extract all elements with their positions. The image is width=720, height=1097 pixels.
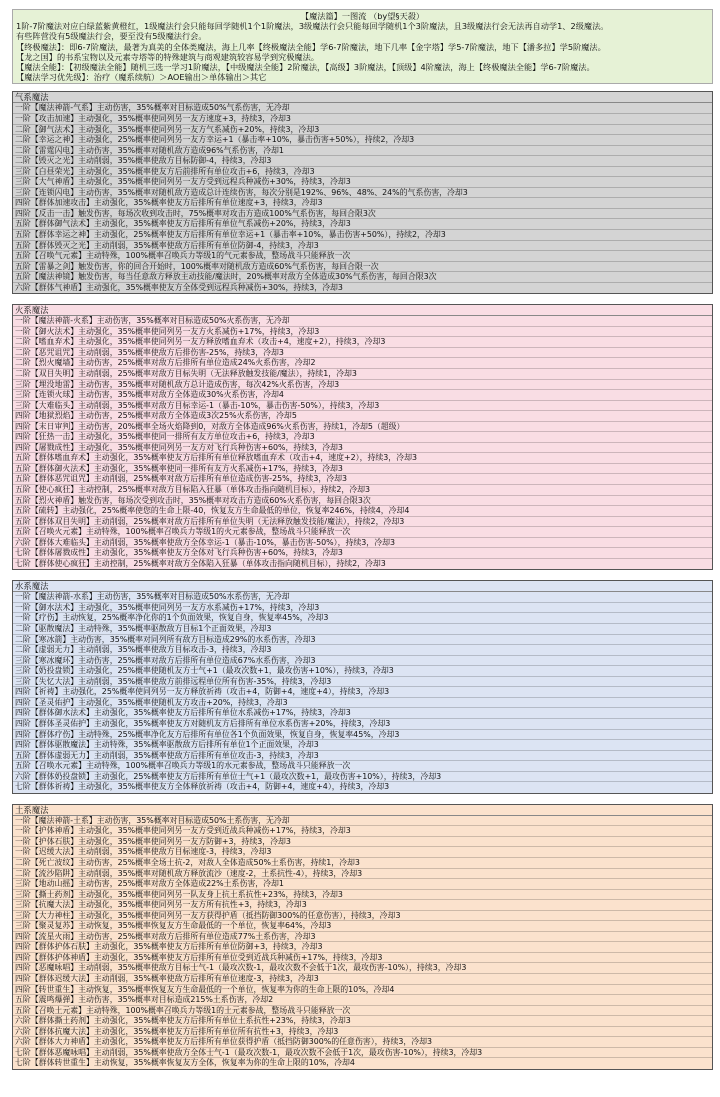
spell-row: 一阶【御水法术】主动强化，35%概率使同列另一友方水系减伤+17%，持续3，冷却3 — [13, 603, 712, 614]
spell-row: 五阶【烈火神盾】触发伤害，每场次受到攻击时，35%概率对攻击方造成60%火系伤害，每回合限3次 — [13, 496, 712, 507]
spell-list — [13, 592, 712, 792]
spell-row: 四阶【群体加速攻击】主动强化，35%概率使友方后排所有单位速度+3，持续3，冷却3 — [13, 198, 712, 209]
spell-row: 五阶【召唤气元素】主动特殊，100%概率召唤兵力等级1的气元素参战，整场战斗只能释放一次 — [13, 251, 712, 262]
spell-row: 四阶【群体护体神盾】主动强化，35%概率使友方后排所有单位受到近战兵种减伤+17%，持续3，冷却3 — [13, 953, 712, 964]
spell-row: 四阶【群体疗伤】主动特殊，25%概率净化友方后排所有单位各1个负面效果，恢复自身，恢复率45%，冷却3 — [13, 730, 712, 741]
section-water-magic — [12, 580, 713, 793]
spell-row: 一阶【疗伤】主动恢复，25%概率净化你的1个负面效果，恢复自身，恢复率45%，冷却3 — [13, 613, 712, 624]
spell-row: 五阶【雷暴之剑】触发伤害，你的回合开始时，100%概率对随机敌方造成60%气系伤害，每回合限一次 — [13, 262, 712, 273]
spell-row: 二阶【烈火魔墙】主动伤害，25%概率对敌方后排所有单位造成24%火系伤害，冷却2 — [13, 358, 712, 369]
spell-row: 六阶【群体大难临头】主动削弱，35%概率使敌方全体幸运-1（暴击-10%，暴击伤害-50%），持续3，冷却3 — [13, 538, 712, 549]
header-line: 1阶-7阶魔法对应白绿蓝紫黄橙红，1级魔法行会只能每回学随机1个1阶魔法，3级魔法行会只能每回学随机1个3阶魔法，且3级魔法行会无法再自动学1、2级魔法。 — [16, 21, 609, 32]
spell-row: 三阶【连锁闪电】主动伤害，35%概率对随机敌方造成总计连续伤害，每次分别是192%、96%、48%、24%的气系伤害，冷却3 — [13, 188, 712, 199]
spell-row: 一阶【护体石肤】主动强化，35%概率使同列另一友方防御+3，持续3，冷却3 — [13, 837, 712, 848]
spell-row: 七阶【群体使心疯狂】主动控制，25%概率对敌方全体陷入狂暴（单体攻击指向随机目标），持续2，冷却3 — [15, 558, 386, 568]
spell-row: 二阶【流沙陷阱】主动削弱，35%概率对随机敌方释放流沙（速度-2，土系抗性-4），持续3，冷却3 — [13, 869, 712, 880]
spell-row: 四阶【群体御水法术】主动强化，35%概率使友方后排所有单位水系减伤+17%，持续3，冷却3 — [13, 708, 712, 719]
spell-row: 三阶【撕土药剂】主动强化，35%概率使同列另一队友身上抗土系抗性+23%，持续3，冷却3 — [13, 890, 712, 901]
header-line: 【终极魔法】：即6-7阶魔法，最著为真美的全体类魔法，海上几率【终极魔法全能】学6-7阶魔法，地下几率【金字塔】学5-7阶魔法，地下【潘多拉】学5阶魔法。 — [16, 41, 606, 52]
spell-row: 五阶【召唤火元素】主动特殊，100%概率召唤兵力等级1的火元素参战，整场战斗只能释放一次 — [13, 527, 712, 538]
header-line: 有些阵营没有5级魔法行会，要至没有5级魔法行会。 — [16, 31, 207, 42]
spell-row: 二阶【虚弱无力】主动削弱，35%概率使敌方目标攻击-3，持续3，冷却3 — [13, 645, 712, 656]
spell-row: 一阶【护体神盾】主动强化，35%概率使同列另一友方受到近战兵种减伤+17%，持续3，冷却3 — [13, 826, 712, 837]
spell-row: 五阶【群体御火法术】主动强化，35%概率使同一排所有友方火系减伤+17%，持续3，冷却3 — [13, 464, 712, 475]
spell-row: 四阶【群体护体石肤】主动强化，35%概率使友方后排所有单位防御+3，持续3，冷却3 — [13, 942, 712, 953]
spell-row: 一阶【魔法神箭-水系】主动伤害，35%概率对目标造成50%水系伤害，无冷却 — [13, 592, 712, 603]
section-earth-magic — [12, 804, 713, 1070]
header-line: 【魔法学习优先级】：治疗（魔系续航）＞AOE输出＞单体输出＞其它 — [16, 72, 267, 83]
spell-row: 五阶【群体双目失明】主动削弱，25%概率对敌方后排所有单位失明（无法释放触发技能/魔法），持续2，冷却3 — [13, 517, 712, 528]
spell-row: 二阶【嗜血弃术】主动强化，35%概率使同列另一友方释放嗜血弃术（攻击+4，速度+2），持续3，冷却3 — [13, 337, 712, 348]
spell-row: 五阶【硫转】主动强化，25%概率使您的生命上限-40，恢复友方生命最低的单位，恢复率246%，持续4，冷却4 — [13, 506, 712, 517]
section-title: 水系魔法 — [13, 581, 712, 592]
spell-row: 三阶【失忆大法】主动削弱，35%概率使敌方前排远程单位所有伤害-35%，持续3，冷却3 — [13, 677, 712, 688]
spell-row: 二阶【幸运之神】主动强化，25%概率使同列另一友方幸运+1（暴击率+10%，暴击伤害+50%），持续2，冷却3 — [13, 135, 712, 146]
spell-row: 三阶【白昼荣光】主动强化，35%概率使友方后前排所有单位攻击+6，持续3，冷却3 — [13, 167, 712, 178]
spell-row: 七阶【群体屠戮成性】主动强化，35%概率使友方全体对飞行兵种伤害+60%，持续3，冷却3 — [13, 548, 712, 559]
spell-list — [13, 103, 712, 293]
spell-row: 三阶【聚灵复苏】主动恢复，35%概率恢复友方生命最低的一个单位，恢复率64%，冷却3 — [13, 921, 712, 932]
spell-row: 三阶【寒冰魔环】主动伤害，25%概率对敌方后排所有单位造成67%水系伤害，冷却3 — [13, 656, 712, 667]
spell-row: 四阶【反击一击】触发伤害，每场次收到攻击时，75%概率对攻击方造成100%气系伤害，每回合限3次 — [13, 209, 712, 220]
spell-row: 五阶【群体毁灭之光】主动削弱，35%概率使敌方后排所有单位防御-4，持续3，冷却3 — [13, 241, 712, 252]
spell-row: 二阶【驱散魔法】主动特殊，35%概率驱散敌方目标1个正面效果，冷却3 — [13, 624, 712, 635]
spell-row: 四阶【屠戮成性】主动强化，35%概率使同列另一友方对飞行兵种伤害+60%，持续3，冷却3 — [13, 443, 712, 454]
spell-row: 三阶【地动山摇】主动伤害，25%概率对敌方全体造成22%土系伤害，冷却1 — [13, 879, 712, 890]
spell-row: 五阶【震鸣爆弹】主动伤害，35%概率对目标造成215%土系伤害，冷却2 — [13, 995, 712, 1006]
spell-row: 五阶【群体恶咒诅咒】主动削弱，25%概率对敌方后排所有单位造成伤害-25%，持续3，冷却3 — [13, 474, 712, 485]
spell-row: 三阶【奶投盘锁】主动强化，25%概率使随机友方士气+1（最攻次数+1，最攻伤害+10%），持续3，冷却3 — [13, 666, 712, 677]
spell-row: 三阶【抗魔大法】主动强化，35%概率使同列另一友方所有抗性+3，持续3，冷却3 — [13, 900, 712, 911]
spell-row: 二阶【恶咒诅咒】主动削弱，35%概率使敌方后排伤害-25%，持续3，冷却3 — [13, 348, 712, 359]
section-air-magic — [12, 91, 713, 294]
section-title: 火系魔法 — [13, 305, 712, 316]
spell-row: 五阶【群体嗜血弃术】主动强化，35%概率使友方后排所有单位释放嗜血弃术（攻击+4，速度+2），持续3，冷却3 — [13, 453, 712, 464]
spell-row: 一阶【御火法术】主动强化，35%概率使同列另一友方火系减伤+17%，持续3，冷却3 — [13, 327, 712, 338]
spell-row: 四阶【末日审判】主动伤害，20%概率全场火焰降到0，对敌方全体造成96%火系伤害，持续1，冷却5（超级） — [13, 422, 712, 433]
header-box — [12, 9, 713, 84]
section-fire-magic — [12, 304, 713, 570]
spell-row: 七阶【群体恶魔咏唱】主动削弱，35%概率使敌方全体士气-1（最攻次数-1，最攻次数不会低于1次，最攻伤害-10%），持续3，冷却3 — [13, 1048, 712, 1059]
spell-row: 七阶【群体转世重生】主动恢复，35%概率恢复友方全体，恢复率为你的生命上限的10%，冷却4 — [15, 1058, 355, 1068]
spell-row: 二阶【毁灭之光】主动削弱，35%概率使敌方目标防御-4，持续3，冷却3 — [13, 156, 712, 167]
spell-row: 二阶【死亡波纹】主动伤害，25%概率全场土抗-2，对敌人全体造成50%土系伤害，持续1，冷却3 — [13, 858, 712, 869]
spell-row: 三阶【大气神盾】主动强化，35%概率使同列另一友方受到远程兵种减伤+30%，持续3，冷却3 — [13, 177, 712, 188]
spell-row: 三阶【埋没地雷】主动伤害，35%概率对随机敌方总计造成伤害，每次42%火系伤害，冷却3 — [13, 380, 712, 391]
spell-row: 二阶【寒冰箭】主动伤害，35%概率对同列所有敌方目标造成29%的水系伤害，冷却3 — [13, 635, 712, 646]
spell-row: 四阶【群体圣灵佑护】主动强化，35%概率使友方对随机友方后排所有单位水系伤害+20%，持续3，冷却3 — [13, 719, 712, 730]
spell-row: 一阶【魔法神箭-火系】主动伤害，35%概率对目标造成50%火系伤害，无冷却 — [13, 316, 712, 327]
spell-row: 一阶【迟缓大法】主动削弱，35%概率使敌方目标速度-3，持续3，冷却3 — [13, 847, 712, 858]
spell-row: 五阶【群体御气法术】主动强化，35%概率使友方后排所有单位气系减伤+20%，持续3，冷却3 — [13, 219, 712, 230]
spell-row: 三阶【大难临头】主动削弱，35%概率对敌方目标幸运-1（暴击-10%，暴击伤害-50%），持续3，冷却3 — [13, 401, 712, 412]
spell-row: 五阶【群体幸运之神】主动强化，25%概率使友方后排所有单位幸运+1（暴击率+10%，暴击伤害+50%），持续2，冷却3 — [13, 230, 712, 241]
spell-row: 一阶【魔法神箭-气系】主动伤害，35%概率对目标造成50%气系伤害，无冷却 — [13, 103, 712, 114]
spell-row: 七阶【群体祈祷】主动强化，35%概率使友方全体释放祈祷（攻击+4，防御+4，速度+4），持续3，冷却3 — [15, 782, 390, 792]
spell-row: 五阶【群体虚弱无力】主动削弱，35%概率使敌方后排所有单位攻击-3，持续3，冷却3 — [13, 751, 712, 762]
spell-row: 四阶【群体迟缓大法】主动削弱，35%概率使敌方后排所有单位速度-3，持续3，冷却3 — [13, 974, 712, 985]
spell-row: 五阶【使心疯狂】主动控制，25%概率对敌方目标陷入狂暴（单体攻击指向随机目标），持续2，冷却3 — [13, 485, 712, 496]
spell-row: 六阶【群体气神盾】主动强化，35%概率使友方全体受到远程兵种减伤+30%，持续3，冷却3 — [15, 282, 343, 292]
spell-row: 一阶【攻击加速】主动强化，35%概率使同列另一友方速度+3，持续3，冷却3 — [13, 114, 712, 125]
spell-row: 三阶【大力神柱】主动强化，35%概率使同列另一友方获得护盾（抵挡防御300%的任意伤害），持续3，冷却3 — [13, 911, 712, 922]
spell-row: 二阶【雷霆闪电】主动伤害，35%概率对随机敌方造成96%气系伤害，冷却1 — [13, 146, 712, 157]
spell-row: 四阶【狂热一击】主动强化，35%概率使同一排所有友方单位攻击+6，持续3，冷却3 — [13, 432, 712, 443]
header-line: 【魔法全能】：【初级魔法全能】随机三选一学习1阶魔法，【中级魔法全能】2阶魔法，【高级】3阶魔法，【顶级】4阶魔法，海上【终极魔法全能】学6-7阶魔法。 — [16, 62, 595, 73]
spell-row: 四阶【群体驱散魔法】主动特殊，35%概率驱散敌方后排所有单位1个正面效果，冷却3 — [13, 740, 712, 751]
spell-row: 二阶【双目失明】主动削弱，25%概率对敌方目标失明（无法释放触发技能/魔法），持续1，冷却3 — [13, 369, 712, 380]
spell-row: 四阶【圣灵佑护】主动强化，35%概率使随机友方攻击+20%，持续3，冷却3 — [13, 698, 712, 709]
spell-row: 五阶【魔法神镜】触发伤害，每当任意敌方释放主动技能/魔法时，20%概率对敌方全体造成30%气系伤害，每回合限3次 — [13, 272, 712, 283]
spell-row: 五阶【召唤土元素】主动特殊，100%概率召唤兵力等级1的土元素参战，整场战斗只能释放一次 — [13, 1006, 712, 1017]
spell-list — [13, 816, 712, 1069]
section-title: 土系魔法 — [13, 805, 712, 816]
spell-row: 二阶【御气法术】主动强化，35%概率使同列另一友方气系减伤+20%，持续3，冷却3 — [13, 125, 712, 136]
spell-row: 六阶【群体大力神盾】主动强化，35%概率使友方后排所有单位获得护盾（抵挡防御300%的任意伤害），持续3，冷却3 — [13, 1037, 712, 1048]
spell-row: 六阶【群体撕土药剂】主动强化，35%概率使友方后排所有单位土系抗性+23%，持续3，冷却3 — [13, 1016, 712, 1027]
spell-row: 三阶【连锁火球】主动伤害，35%概率对敌方全体造成30%火系伤害，冷却4 — [13, 390, 712, 401]
spell-row: 四阶【流星火雨】主动伤害，25%概率对敌方后排所有单位造成77%土系伤害，冷却3 — [13, 932, 712, 943]
spell-row: 四阶【恶魔咏唱】主动削弱，35%概率使敌方目标士气-1（最攻次数-1，最攻次数不会低于1次，最攻伤害-10%），持续3，冷却3 — [13, 963, 712, 974]
page-title: 【魔法篇】一图流 （by望§天殺） — [300, 11, 425, 21]
spell-row: 六阶【群体抗魔大法】主动强化，35%概率使友方后排所有单位所有抗性+3，持续3，冷却3 — [13, 1027, 712, 1038]
spell-row: 四阶【地狱烈焰】主动伤害，25%概率对敌方全体造成3次25%火系伤害，冷却5 — [13, 411, 712, 422]
section-title: 气系魔法 — [13, 92, 712, 103]
spell-row: 六阶【群体奶投盘锁】主动强化，25%概率使友方后排所有单位士气+1（最攻次数+1，最攻伤害+10%），持续3，冷却3 — [13, 772, 712, 783]
spell-row: 四阶【祈祷】主动强化，25%概率使同列另一友方释放祈祷（攻击+4，防御+4，速度+4），持续3，冷却3 — [13, 687, 712, 698]
spell-list — [13, 316, 712, 569]
spell-row: 一阶【魔法神箭-土系】主动伤害，35%概率对目标造成50%土系伤害，无冷却 — [13, 816, 712, 827]
spell-row: 五阶【召唤水元素】主动特殊，100%概率召唤兵力等级1的水元素参战，整场战斗只能释放一次 — [13, 761, 712, 772]
header-line: 【龙之国】的书系宝物以及元素寺塔等的特殊建筑与商观建筑较容易学到究极魔法。 — [16, 51, 319, 62]
spell-row: 四阶【转世重生】主动恢复，35%概率恢复友方生命最低的一个单位，恢复率为你的生命上限的10%，冷却4 — [13, 985, 712, 996]
